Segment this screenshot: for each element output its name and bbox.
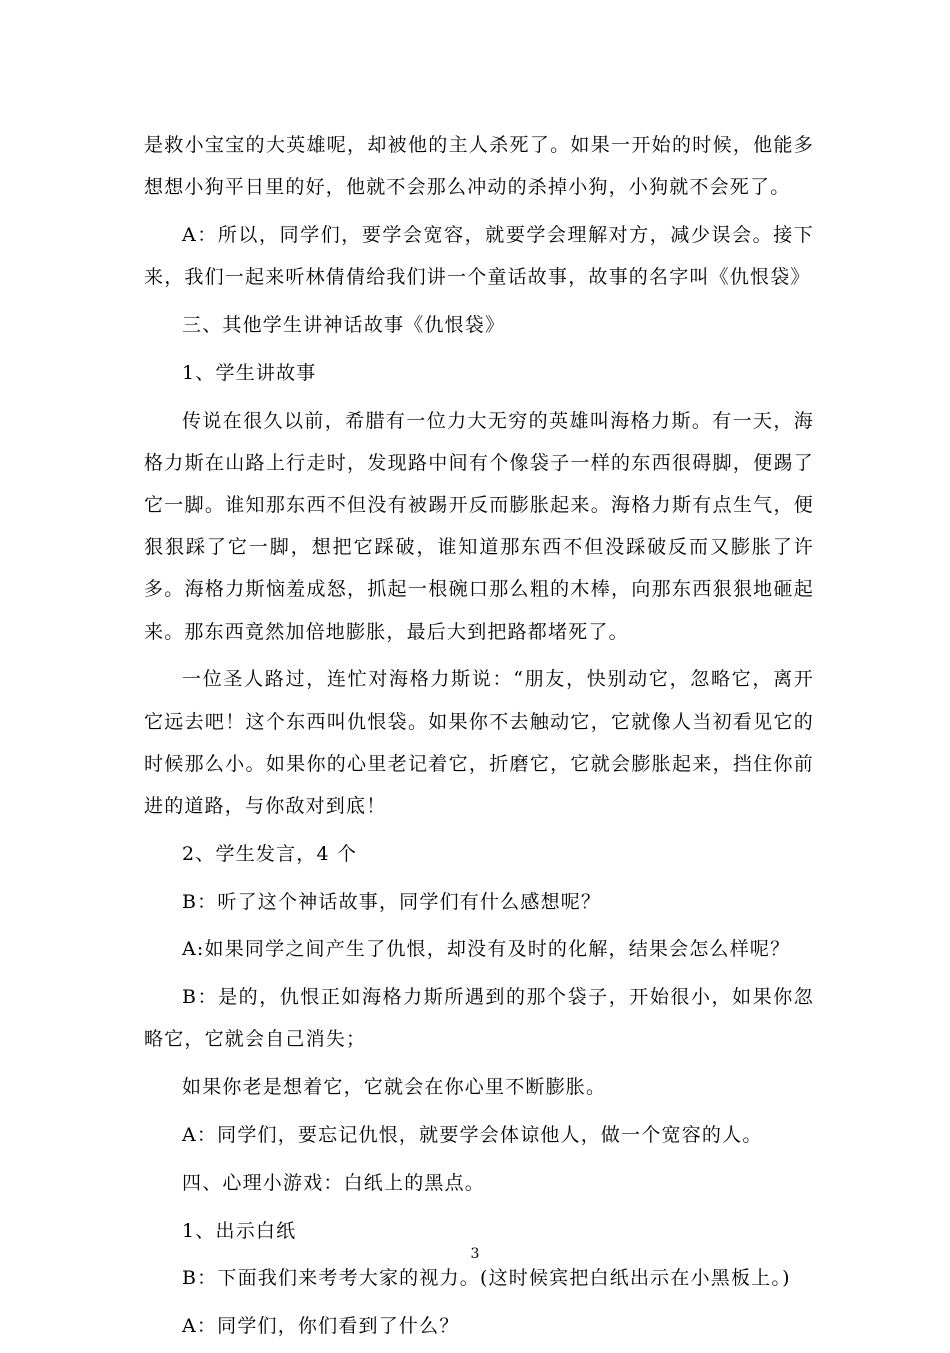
- section-heading-four: 四、心理小游戏：白纸上的黑点。: [182, 1171, 486, 1194]
- document-body: [144, 124, 814, 1353]
- paragraph-b-vision: B：下面我们来考考大家的视力。(这时候宾把白纸出示在小黑板上。): [182, 1267, 791, 1290]
- subheading-white-paper: 1、出示白纸: [182, 1219, 297, 1242]
- paragraph-swell: 如果你老是想着它，它就会在你心里不断膨胀。: [182, 1076, 607, 1099]
- paragraph-2: A：所以，同学们，要学会宽容，就要学会理解对方，减少误会。接下来，我们一起来听林倩倩给我们讲一个童话故事，故事的名字叫《仇恨袋》: [144, 224, 814, 289]
- subheading-speech: 2、学生发言，4 个: [182, 842, 358, 865]
- paragraph-sage: 一位圣人路过，连忙对海格力斯说：“朋友，快别动它，忽略它，离开它远去吧！这个东西叫仇恨袋。如果你不去触动它，它就像人当初看见它的时候那么小。如果你的心里老记着它，折磨它，它就会膨胀起来，挡住你前进的道路，与你敌对到底！: [144, 668, 814, 818]
- section-heading-three: 三、其他学生讲神话故事《仇恨袋》: [182, 314, 506, 336]
- paragraph-1: 是救小宝宝的大英雄呢，却被他的主人杀死了。如果一开始的时候，他能多想想小狗平日里的好，他就不会那么冲动的杀掉小狗，小狗就不会死了。: [144, 134, 814, 199]
- subheading-story: 1、学生讲故事: [182, 361, 317, 384]
- paragraph-story: 传说在很久以前，希腊有一位力大无穷的英雄叫海格力斯。有一天，海格力斯在山路上行走时，发现路中间有个像袋子一样的东西很碍脚，便踢了它一脚。谁知那东西不但没有被踢开反而膨胀起来。海格力斯有点生气，便狠狠踩了它一脚，想把它踩破，谁知道那东西不但没踩破反而又膨胀了许多。海格力斯恼羞成怒，抓起一根碗口那么粗的木棒，向那东西狠狠地砸起来。那东西竟然加倍地膨胀，最后大到把路都堵死了。: [144, 409, 814, 643]
- paragraph-b-question: B：听了这个神话故事，同学们有什么感想呢？: [182, 890, 602, 913]
- paragraph-a-see: A：同学们，你们看到了什么？: [182, 1315, 460, 1338]
- page-number: 3: [470, 1246, 480, 1262]
- paragraph-a-conclusion: A：同学们，要忘记仇恨，就要学会体谅他人，做一个宽容的人。: [182, 1124, 763, 1146]
- paragraph-a-question: A:如果同学之间产生了仇恨，却没有及时的化解，结果会怎么样呢？: [182, 938, 791, 961]
- paragraph-b-answer: B：是的，仇恨正如海格力斯所遇到的那个袋子，开始很小，如果你忽略它，它就会自己消失；: [144, 986, 814, 1051]
